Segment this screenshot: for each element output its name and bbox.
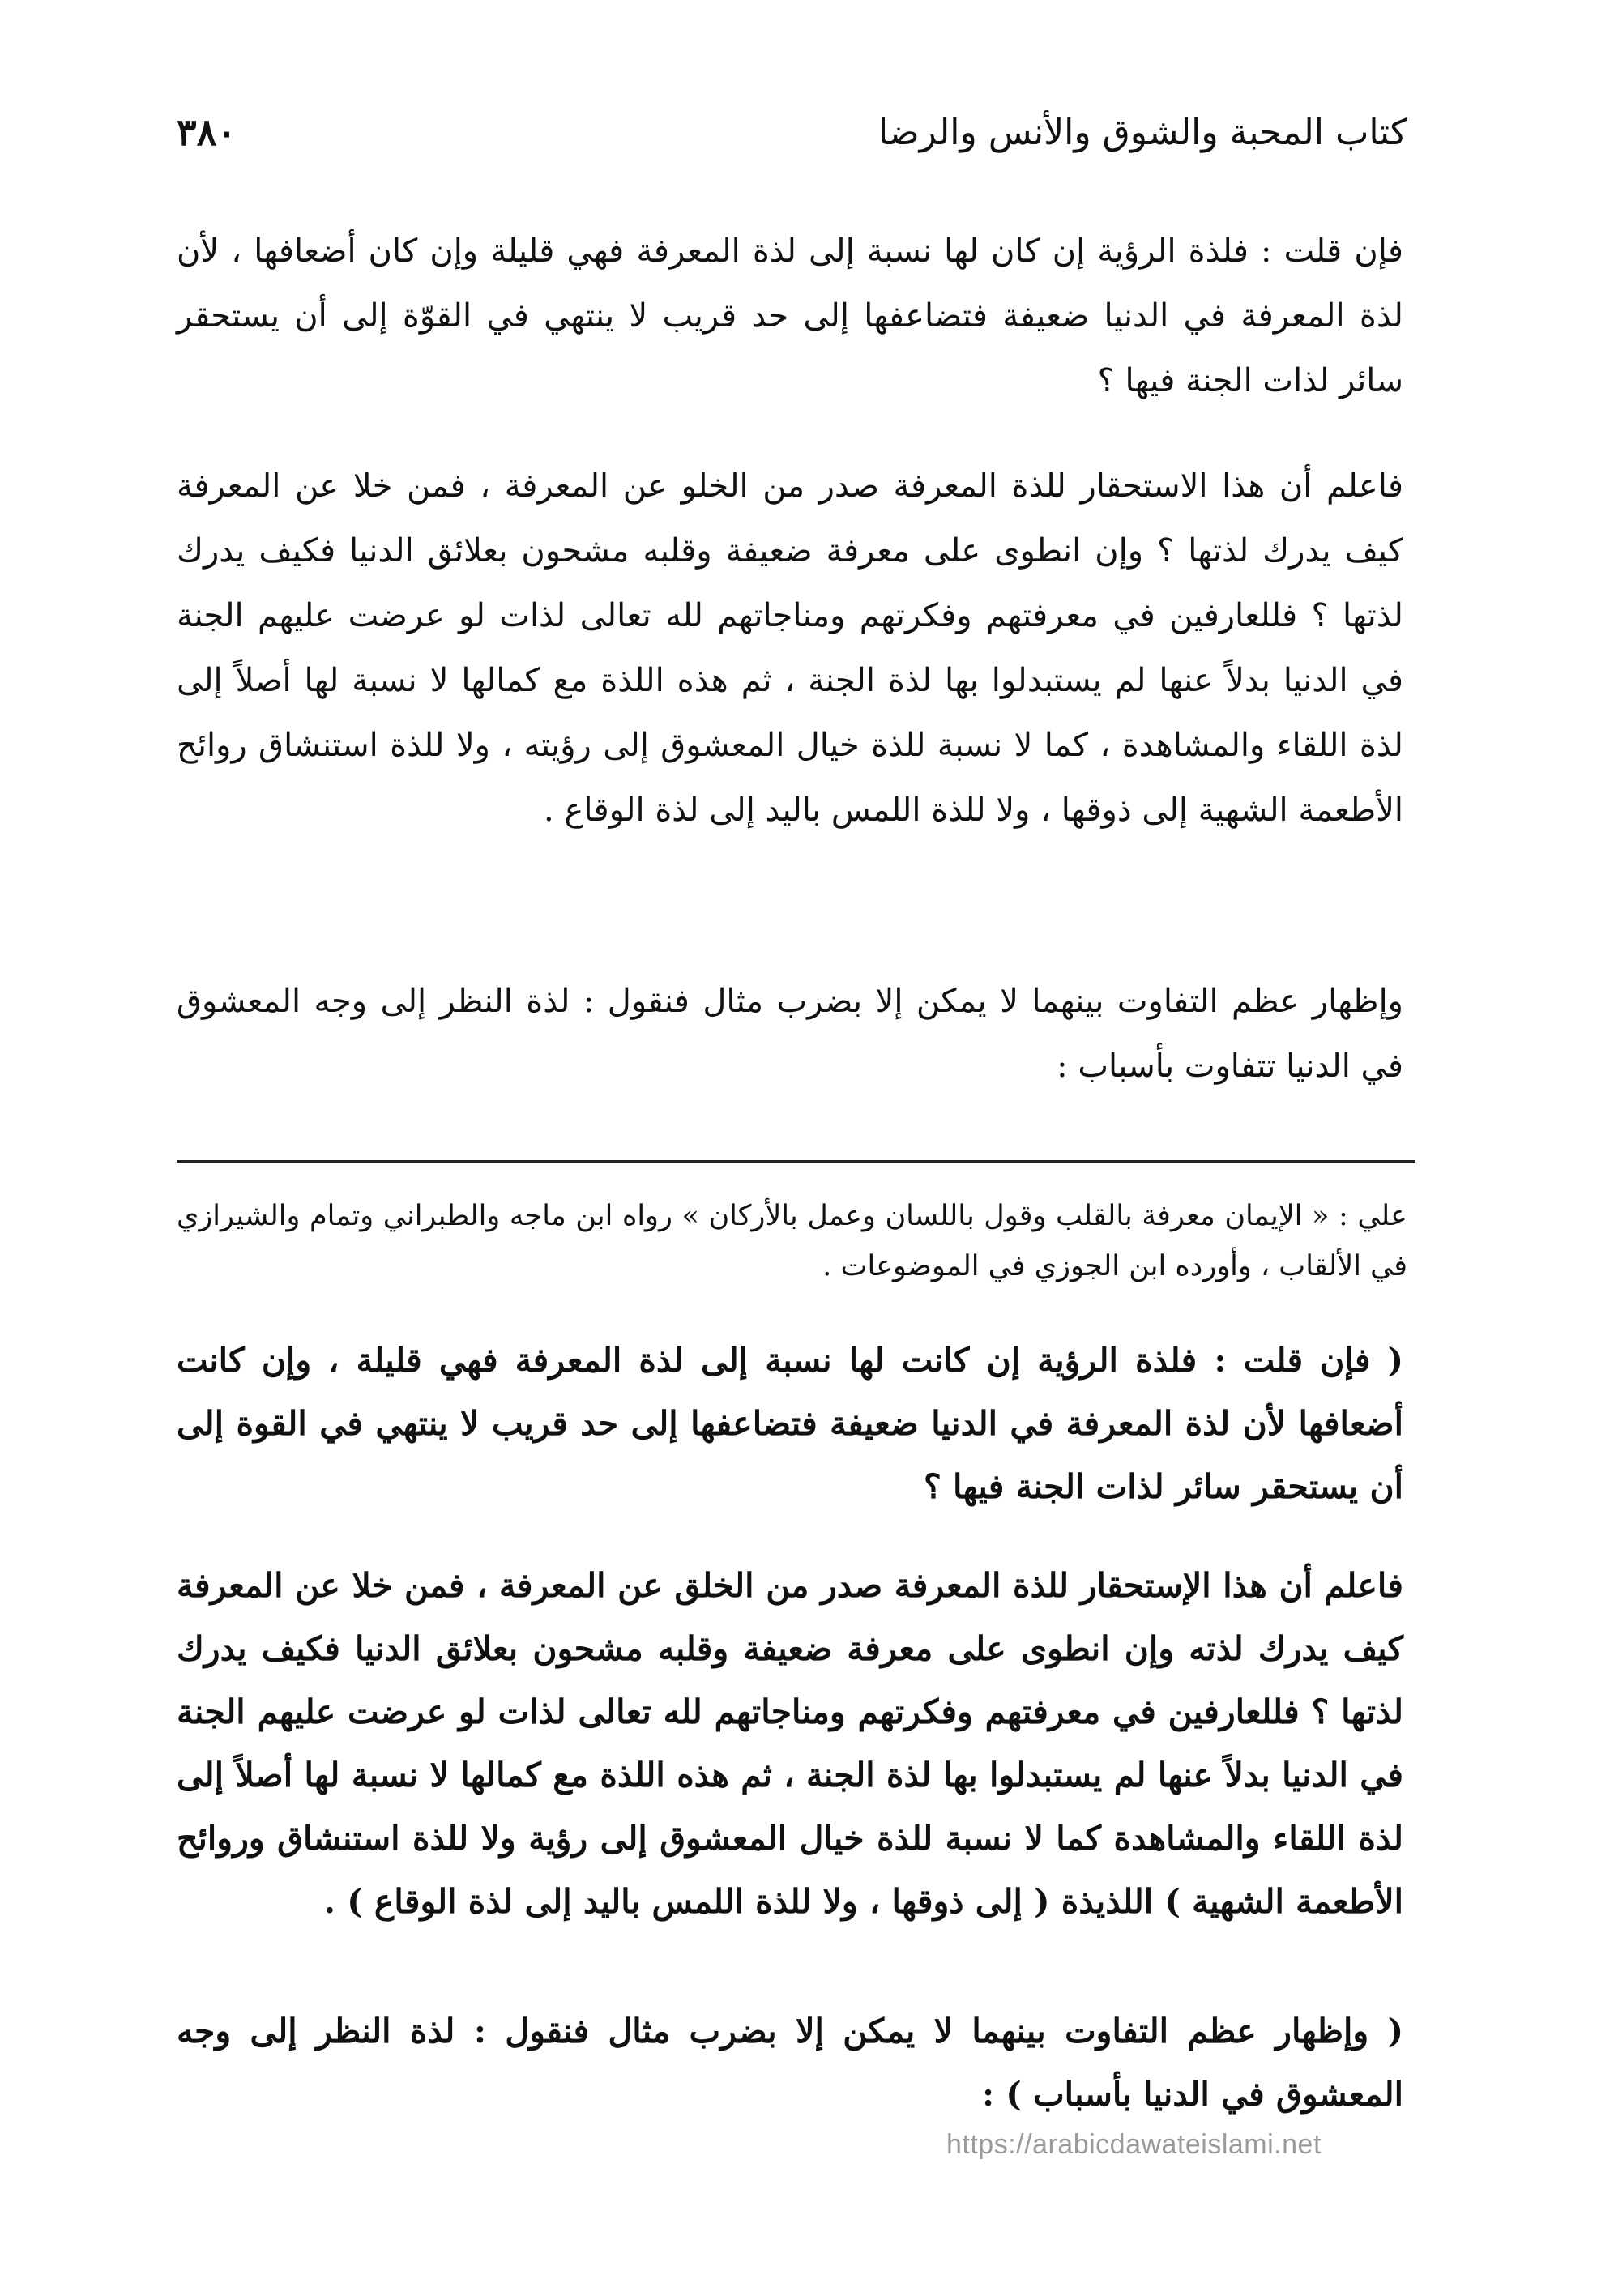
commentary-paragraph-1: ( فإن قلت : فلذة الرؤية إن كانت لها نسبة إلى لذة المعرفة فهي قليلة ، وإن كانت أضعافها لأن لذة المعرفة في الدنيا ضعيفة فتضاعفها إلى حد قريب لا ينتهي في القوة إلى أن يستحقر سائر لذات الجنة فيها ؟ (177, 1341, 1403, 1506)
footnote-divider (177, 1160, 1415, 1163)
main-paragraph-1: فإن قلت : فلذة الرؤية إن كان لها نسبة إلى لذة المعرفة فهي قليلة وإن كان أضعافها ، لأن لذة المعرفة في الدنيا ضعيفة فتضاعفها إلى حد قريب لا ينتهي في القوّة إلى أن يستحقر سائر لذات الجنة فيها ؟ (177, 233, 1403, 399)
page-header (177, 96, 1407, 169)
running-title: كتاب المحبة والشوق والأنس والرضا (877, 111, 1407, 153)
main-paragraph-2: فاعلم أن هذا الاستحقار للذة المعرفة صدر من الخلو عن المعرفة ، فمن خلا عن المعرفة كيف يدرك لذتها ؟ وإن انطوى على معرفة ضعيفة وقلبه مشحون بعلائق الدنيا فكيف يدرك لذتها ؟ فللعارفين في معرفتهم وفكرتهم ومناجاتهم لله تعالى لذات لو عرضت عليهم الجنة في الدنيا بدلاً عنها لم يستبدلوا بها لذة الجنة ، ثم هذه اللذة مع كمالها لا نسبة لها أصلاً إلى لذة اللقاء والمشاهدة ، كما لا نسبة للذة خيال المعشوق إلى رؤيته ، ولا للذة استنشاق روائح الأطعمة الشهية إلى ذوقها ، ولا للذة اللمس باليد إلى لذة الوقاع . (177, 467, 1403, 829)
commentary-paragraph-3: ( وإظهار عظم التفاوت بينهما لا يمكن إلا بضرب مثال فنقول : لذة النظر إلى وجه المعشوق في الدنيا بأسباب ) : (177, 2012, 1403, 2114)
commentary-paragraph-2: فاعلم أن هذا الإستحقار للذة المعرفة صدر من الخلق عن المعرفة ، فمن خلا عن المعرفة كيف يدرك لذته وإن انطوى على معرفة ضعيفة وقلبه مشحون بعلائق الدنيا فكيف يدرك لذتها ؟ فللعارفين في معرفتهم وفكرتهم ومناجاتهم لله تعالى لذات لو عرضت عليهم الجنة في الدنيا بدلاً عنها لم يستبدلوا بها لذة الجنة ، ثم هذه اللذة مع كمالها لا نسبة لها أصلاً إلى لذة اللقاء والمشاهدة كما لا نسبة للذة خيال المعشوق إلى رؤية ولا للذة استنشاق وروائح الأطعمة الشهية ) اللذيذة ( إلى ذوقها ، ولا للذة اللمس باليد إلى لذة الوقاع ) . (177, 1566, 1403, 1921)
page-number: ٣٨٠ (177, 110, 237, 154)
footnote-text: علي : « الإيمان معرفة بالقلب وقول باللسان وعمل بالأركان » رواه ابن ماجه والطبراني وتمام والشيرازي في الألقاب ، وأورده ابن الجوزي في الموضوعات . (177, 1200, 1407, 1282)
watermark-url: https://arabicdawateislami.net (946, 2129, 1322, 2160)
main-paragraph-3: وإظهار عظم التفاوت بينهما لا يمكن إلا بضرب مثال فنقول : لذة النظر إلى وجه المعشوق في الدنيا تتفاوت بأسباب : (177, 983, 1403, 1085)
